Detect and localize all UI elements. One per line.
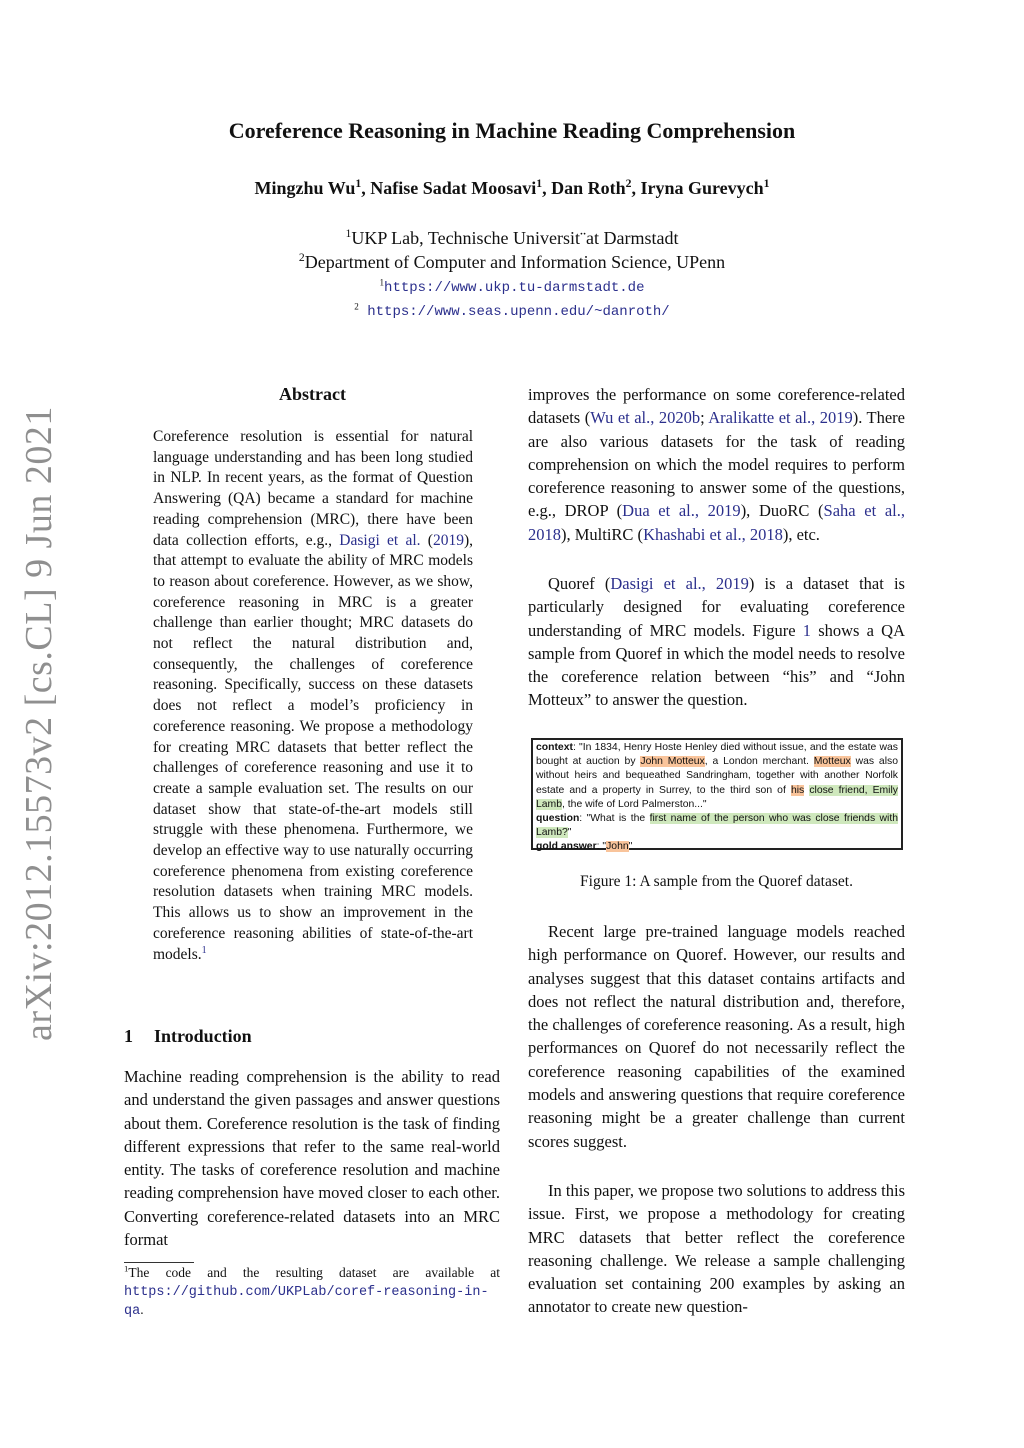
affiliation-mark: 1 bbox=[345, 227, 352, 240]
figure-1-quoref-sample bbox=[531, 738, 903, 853]
figure-question bbox=[536, 812, 898, 840]
col2-paragraph-3: Recent large pre-trained language models reached high performance on Quoref. However, our results and analyses suggest that this dataset contains artifacts and does not reflect the natural distribution and, therefore, the challenges of coreference reasoning. As a result, high performances on Quoref do not necessarily reflect the coreference reasoning capabilities of the examined models and answering questions that require coreference reasoning might be a greater challenge than current scores suggest. bbox=[528, 922, 905, 1151]
url-mark: 1 bbox=[379, 277, 385, 288]
col2-paragraph-4: In this paper, we propose two solutions to address this issue. First, we propose a methodology for creating MRC datasets that better reflect the coreference reasoning challenge. We release a sample challenging evaluation set containing 200 examples by asking an annotator to create new question- bbox=[528, 1181, 905, 1317]
citation-link[interactable]: 2019 bbox=[432, 531, 464, 549]
highlight-question: first name of the person who was close friends with Lamb? bbox=[536, 813, 898, 839]
author-affiliation-mark: 1 bbox=[763, 177, 770, 190]
highlight-motteux: Motteux bbox=[813, 756, 851, 768]
affiliation-1 bbox=[0, 228, 1024, 249]
footnote-mark[interactable]: 1 bbox=[201, 944, 207, 956]
author-name: Nafise Sadat Moosavi bbox=[370, 178, 537, 198]
author-name: Dan Roth bbox=[551, 178, 626, 198]
paragraph-text: ), MultiRC ( bbox=[561, 524, 644, 544]
citation-link[interactable]: Aralikatte et al., 2019 bbox=[708, 408, 853, 428]
author-separator: , bbox=[542, 178, 552, 198]
answer-text: : " bbox=[596, 841, 607, 853]
citation-link[interactable]: Saha et al., 2018 bbox=[528, 501, 905, 544]
author-separator: , bbox=[361, 178, 371, 198]
paragraph-text: Quoref ( bbox=[548, 574, 611, 593]
footnote-text: . bbox=[140, 1302, 144, 1317]
highlight-john-motteux: John Motteux bbox=[640, 756, 705, 768]
affiliation-2 bbox=[0, 252, 1024, 273]
figure-context bbox=[536, 741, 898, 812]
paragraph-text: improves the performance on some coreference-related datasets ( bbox=[528, 385, 905, 428]
footnote bbox=[124, 1264, 500, 1321]
highlight-his: his bbox=[790, 784, 805, 796]
paragraph-text: ). There are also various datasets for the task of reading comprehension on which the model requires to perform coreference reasoning to answer some of the questions, e.g., DROP ( bbox=[528, 408, 905, 521]
context-text: , the wife of Lord Palmerston..." bbox=[562, 798, 707, 810]
author-affiliation-mark: 2 bbox=[625, 177, 632, 190]
context-text: was also without heirs and bequeathed Sandringham, together with another Norfolk estate and a property in Surrey, to the third son of bbox=[536, 756, 898, 796]
author-list bbox=[0, 178, 1024, 199]
author-name: Iryna Gurevych bbox=[640, 178, 764, 198]
question-text: " bbox=[567, 827, 572, 839]
context-text: : "In 1834, Henry Hoste Henley died without issue, and the estate was bought at auction by bbox=[536, 742, 898, 768]
footnote-rule bbox=[124, 1262, 194, 1263]
section-heading-introduction bbox=[124, 1026, 252, 1047]
author-affiliation-mark: 1 bbox=[355, 177, 362, 190]
highlight-answer: John bbox=[606, 841, 629, 853]
context-text: , a London merchant. bbox=[704, 756, 814, 768]
paragraph-text: shows a QA sample from Quoref in which the model needs to resolve the coreference relation between “his” and “John Motteux” to answer the question. bbox=[528, 620, 905, 710]
abstract-heading: Abstract bbox=[279, 384, 346, 404]
affiliation-link[interactable]: https://www.ukp.tu-darmstadt.de bbox=[384, 280, 645, 296]
intro-paragraph: Machine reading comprehension is the ability to read and understand the given passages and answer questions about them. Coreference resolution is the task of finding different expressions that refer to the same real-world entity. The tasks of coreference resolution and machine reading comprehension have moved closer to each other. Converting coreference-related datasets into an MRC format bbox=[124, 1067, 500, 1250]
abstract-text-part: ( bbox=[420, 531, 433, 549]
author-separator: , bbox=[631, 178, 641, 198]
abstract-text-part: ), that attempt to evaluate the ability of MRC models to reason about coreference. However, as we show, coreference reasoning in MRC is a greater challenge than earlier thought; MRC datasets do not reflect the natural distribution and, consequently, the challenges of coreference reasoning. Specifically, success on these datasets does not reflect a model’s proficiency in coreference reasoning. We propose a methodology for creating MRC datasets that better reflect the challenges of coreference reasoning and use it to create a sample evaluation set. The results on our dataset show that state-of-the-art models still struggle with these phenomena. Furthermore, we develop an effective way to use naturally occurring coreference phenomena from existing coreference resolution datasets when training MRC models. This allows us to show an improvement in the coreference reasoning abilities of state-of-the-art models. bbox=[153, 531, 474, 963]
col2-paragraph-1 bbox=[528, 383, 905, 546]
affiliation-url-1 bbox=[0, 277, 1024, 296]
abstract-text bbox=[153, 427, 473, 965]
answer-label: gold answer bbox=[536, 841, 597, 853]
citation-link[interactable]: Dasigi et al., 2019 bbox=[610, 574, 749, 593]
paragraph-text: ), DuoRC ( bbox=[740, 501, 824, 521]
question-text: : "What is the bbox=[579, 813, 650, 825]
affiliation-link[interactable]: https://www.seas.upenn.edu/~danroth/ bbox=[358, 304, 670, 320]
context-label: context bbox=[536, 742, 573, 753]
affiliation-url-2 bbox=[0, 301, 1024, 320]
answer-text: " bbox=[628, 841, 633, 853]
citation-link[interactable]: Dasigi et al. bbox=[339, 531, 421, 549]
figure-1-caption: Figure 1: A sample from the Quoref dataset. bbox=[580, 873, 853, 890]
col2-paragraph-2 bbox=[528, 572, 905, 712]
figure-gold-answer bbox=[536, 840, 898, 854]
footnote-text: The code and the resulting dataset are available at bbox=[128, 1265, 500, 1280]
section-title: Introduction bbox=[154, 1026, 252, 1046]
highlight-close-friend: close friend, Emily Lamb bbox=[536, 784, 898, 810]
footnote-number: 1 bbox=[124, 1263, 129, 1274]
paragraph-text: ; bbox=[700, 408, 709, 428]
section-number: 1 bbox=[124, 1026, 133, 1046]
paragraph-text: ), etc. bbox=[782, 524, 820, 544]
citation-link[interactable]: Khashabi et al., 2018 bbox=[643, 524, 783, 544]
affiliation-mark: 2 bbox=[298, 251, 305, 264]
abstract-text-part: Coreference resolution is essential for natural language understanding and has been long studied in NLP. In recent years, as the format of Question Answering (QA) became a standard for machine reading comprehension (MRC), there have been data collection efforts, e.g., bbox=[153, 428, 473, 549]
author-affiliation-mark: 1 bbox=[536, 177, 543, 190]
author-name: Mingzhu Wu bbox=[254, 178, 356, 198]
affiliation-text: UKP Lab, Technische Universit¨at Darmstadt bbox=[351, 228, 679, 248]
url-mark: 2 bbox=[354, 301, 359, 312]
figure-reference-link[interactable]: 1 bbox=[802, 620, 811, 640]
citation-link[interactable]: Dua et al., 2019 bbox=[622, 501, 741, 521]
question-label: question bbox=[536, 813, 580, 825]
footnote-url-link[interactable]: https://github.com/UKPLab/coref-reasoning-in-qa bbox=[124, 1284, 489, 1319]
paragraph-text: ) is a dataset that is particularly designed for evaluating coreference understanding of MRC models. Figure bbox=[528, 574, 905, 640]
arxiv-identifier-stamp: arXiv:2012.15573v2 [cs.CL] 9 Jun 2021 bbox=[18, 406, 60, 1041]
affiliation-text: Department of Computer and Information Science, UPenn bbox=[304, 252, 726, 272]
citation-link[interactable]: Wu et al., 2020b bbox=[590, 408, 701, 428]
paper-title: Coreference Reasoning in Machine Reading Comprehension bbox=[228, 118, 796, 143]
